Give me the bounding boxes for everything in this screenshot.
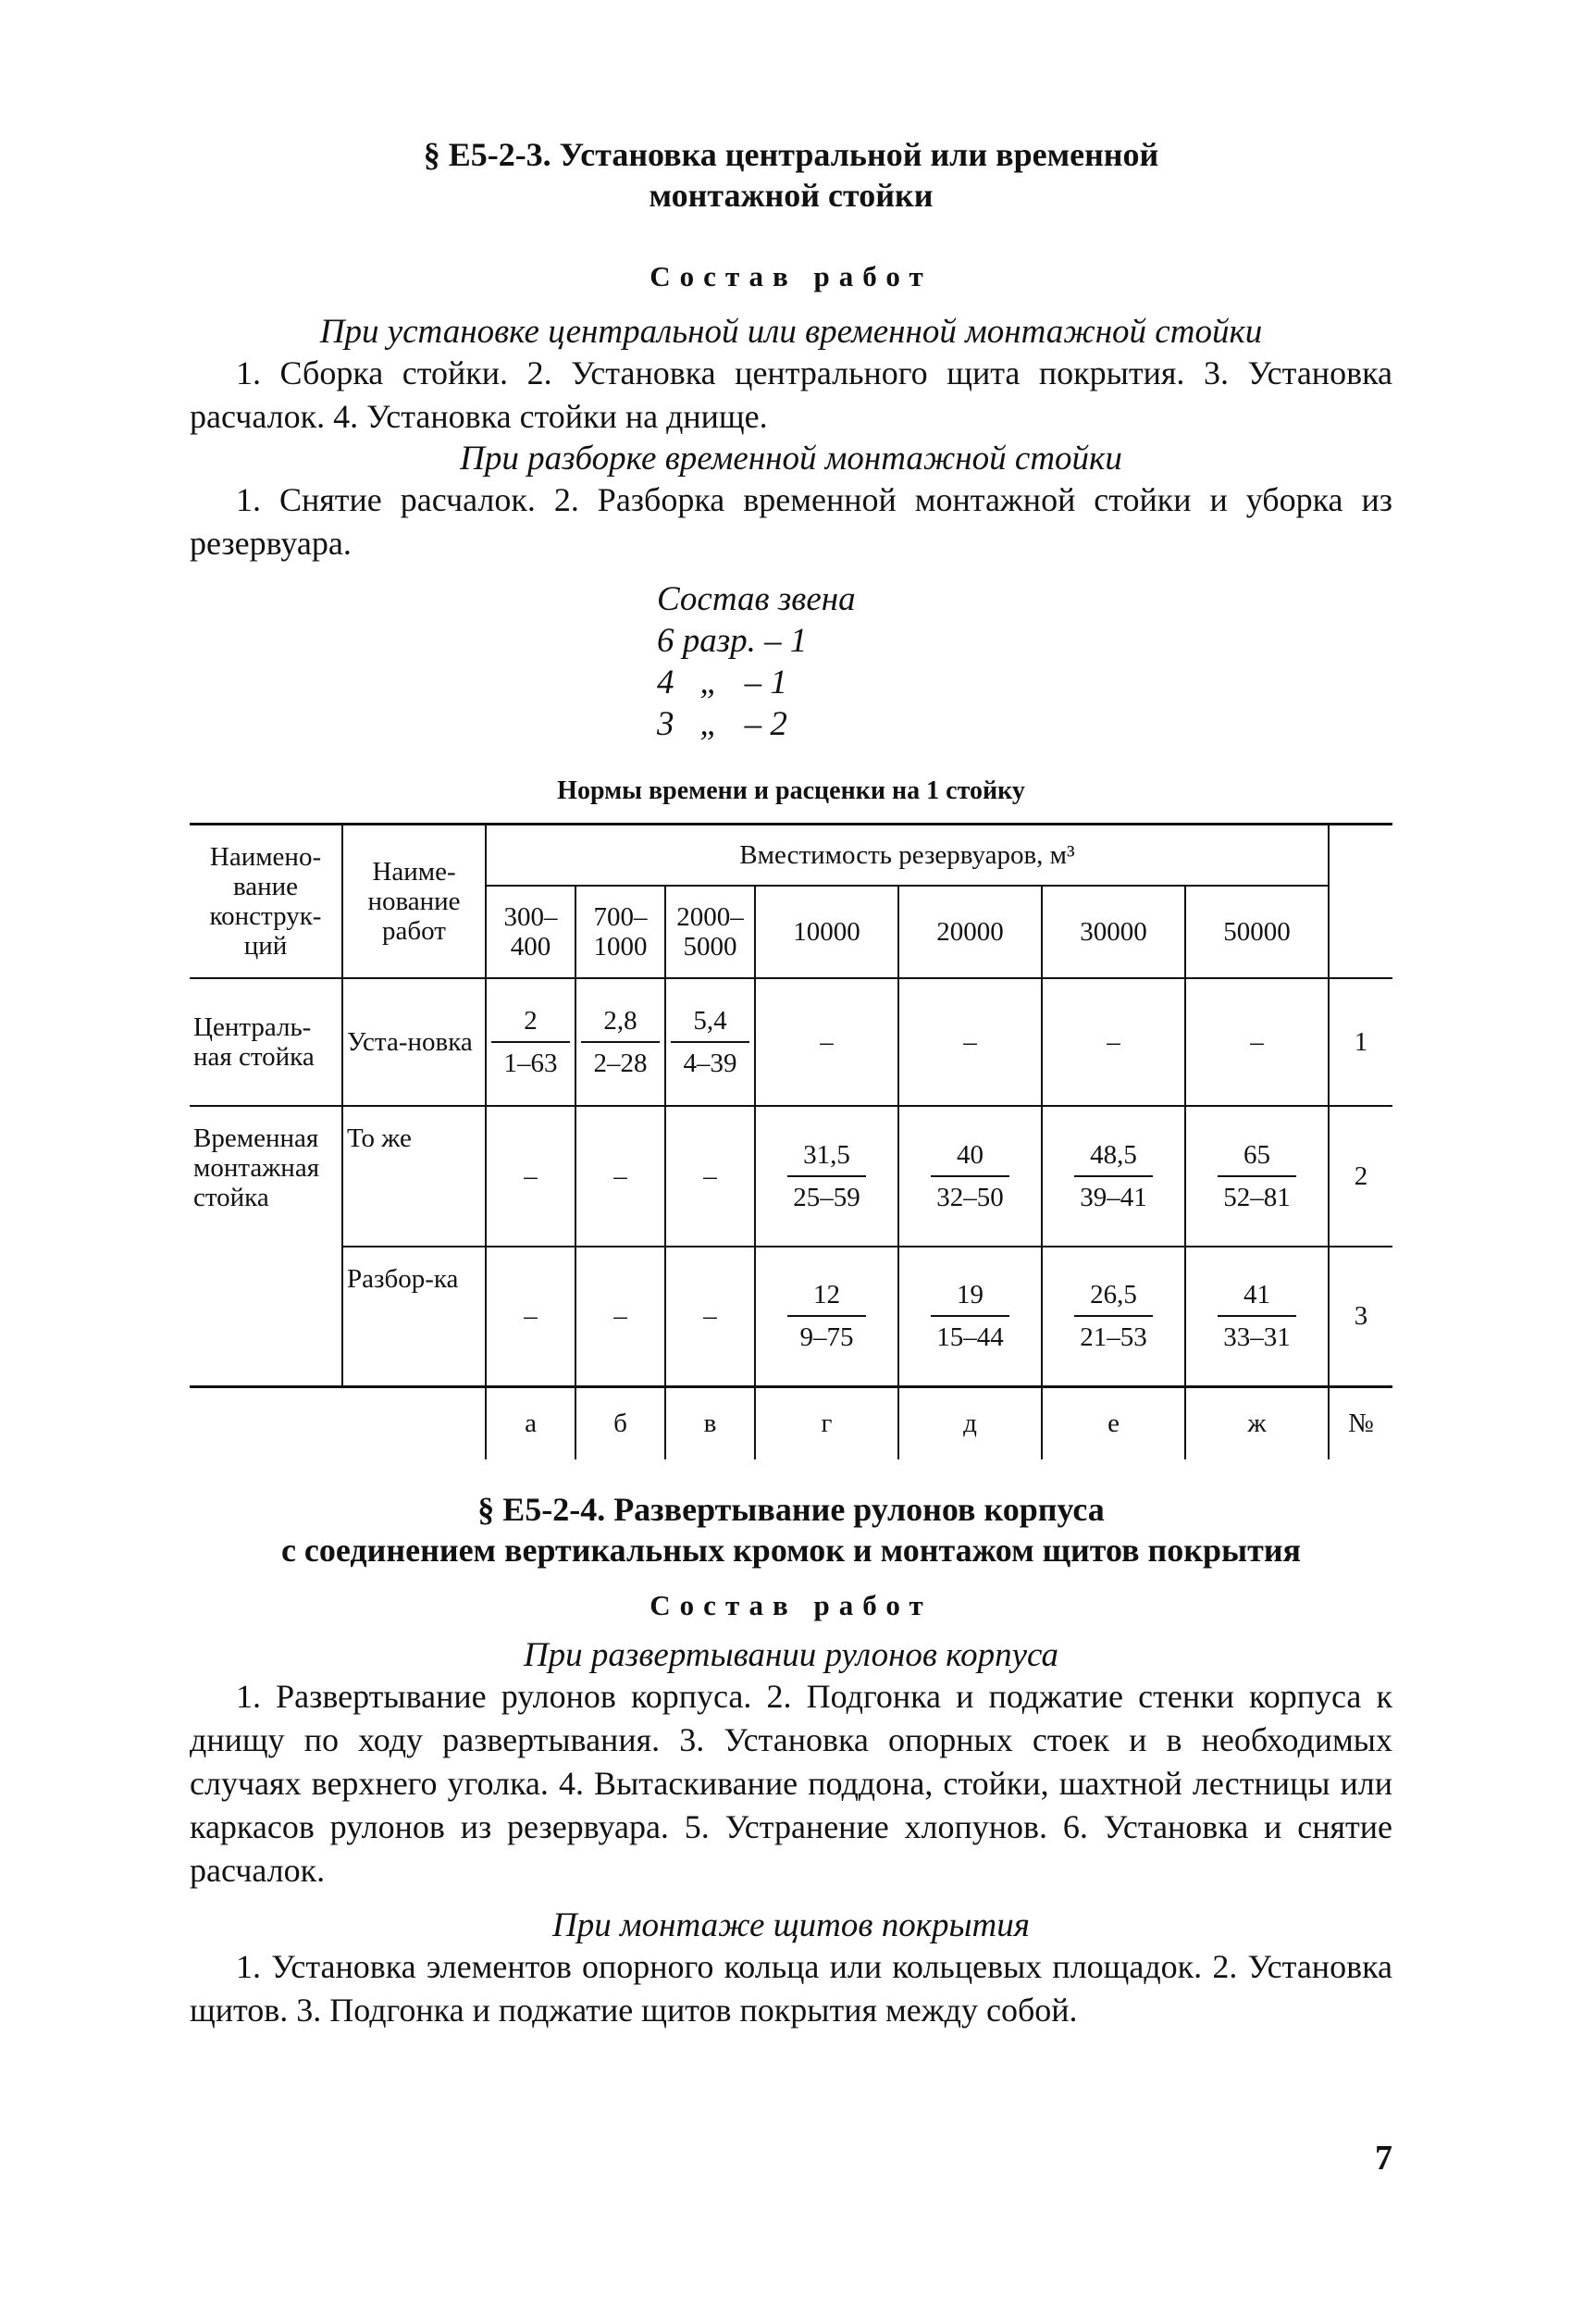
- section-title-line2: с соединением вертикальных кромок и монтажом щитов покрытия: [280, 1531, 1302, 1569]
- cell-norm: 41: [1218, 1280, 1296, 1317]
- dismantle-text: 1. Снятие расчалок. 2. Разборка временной монтажной стойки и уборка из резервуара.: [190, 481, 1392, 562]
- col-number-label: №: [1329, 1387, 1392, 1459]
- header-number-col: [1329, 825, 1392, 978]
- cell-dash: –: [575, 1247, 665, 1387]
- capacity-header: 10000: [755, 886, 898, 978]
- col-letter: г: [755, 1387, 898, 1459]
- panels-heading: При монтаже щитов покрытия: [552, 1905, 1030, 1944]
- capacity-header: 2000–5000: [665, 886, 755, 978]
- capacity-header: 20000: [898, 886, 1042, 978]
- works-heading: Состав работ: [650, 1588, 933, 1621]
- cell-dash: –: [486, 1247, 575, 1387]
- col-letter: а: [486, 1387, 575, 1459]
- cell-value: [575, 978, 665, 1106]
- capacity-header: 300–400: [486, 886, 575, 978]
- unroll-text: 1. Развертывание рулонов корпуса. 2. Подгонка и поджатие стенки корпуса к днищу по ходу развертывания. 3. Установка опорных стоек и в необходимых случаях верхнего уголка. 4. Вытаскивание поддона, стойки, шахтной лестницы или каркасов рулонов из резервуара. 5. Устранение хлопунов. 6. Установка и снятие расчалок.: [190, 1677, 1392, 1889]
- cell-empty: [342, 1387, 486, 1459]
- cell-row-number: 3: [1329, 1247, 1392, 1387]
- install-text: 1. Сборка стойки. 2. Установка центрального щита покрытия. 3. Установка расчалок. 4. Установка стойки на днище.: [190, 354, 1392, 435]
- section-e5-2-3-title: [190, 134, 1392, 216]
- cell-value: [898, 1106, 1042, 1247]
- crew-row: 3 „ – 2: [657, 705, 787, 743]
- cell-rate: 25–59: [793, 1182, 860, 1212]
- cell-norm: 12: [787, 1280, 866, 1317]
- cell-row-number: 2: [1329, 1106, 1392, 1247]
- section-title-line2: монтажной стойки: [649, 177, 934, 214]
- dismantle-heading: При разборке временной монтажной стойки: [460, 440, 1122, 478]
- norms-table: [190, 823, 1392, 1459]
- cell-dash: –: [575, 1106, 665, 1247]
- header-capacity: Вместимость резервуаров, м³: [486, 825, 1329, 886]
- cell-work: Разбор-ка: [342, 1247, 486, 1387]
- table-row: [190, 1106, 1392, 1247]
- table-row: [190, 978, 1392, 1106]
- cell-norm: 2,8: [581, 1006, 660, 1043]
- cell-norm: 2: [491, 1006, 570, 1043]
- cell-norm: 26,5: [1074, 1280, 1153, 1317]
- cell-dash: –: [665, 1247, 755, 1387]
- page-content: [190, 134, 1392, 2032]
- cell-value: [1042, 1247, 1185, 1387]
- cell-rate: 33–31: [1223, 1322, 1291, 1353]
- crew-row: 6 разр. – 1: [657, 622, 808, 660]
- capacity-header: 700–1000: [575, 886, 665, 978]
- page-number: 7: [1375, 2139, 1392, 2178]
- crew-heading: Состав звена: [657, 580, 856, 618]
- cell-value: [1042, 1106, 1185, 1247]
- cell-rate: 52–81: [1223, 1182, 1291, 1212]
- cell-norm: 48,5: [1074, 1140, 1153, 1177]
- panels-text: 1. Установка элементов опорного кольца или кольцевых площадок. 2. Установка щитов. 3. Подгонка и поджатие щитов покрытия между собой.: [190, 1947, 1392, 2029]
- section-title-line1: § Е5-2-4. Развертывание рулонов корпуса: [477, 1490, 1105, 1528]
- header-work: Наиме-нование работ: [342, 825, 486, 978]
- table-row: [190, 1387, 1392, 1459]
- table-row: [190, 1247, 1392, 1387]
- cell-dash: –: [486, 1106, 575, 1247]
- works-heading: Состав работ: [650, 260, 933, 292]
- cell-norm: 31,5: [787, 1140, 866, 1177]
- cell-work: То же: [342, 1106, 486, 1247]
- cell-value: [1185, 1106, 1329, 1247]
- cell-construction: Временная монтажная стойка: [190, 1106, 342, 1387]
- cell-rate: 1–63: [503, 1048, 558, 1078]
- cell-construction: Централь-ная стойка: [190, 978, 342, 1106]
- col-letter: е: [1042, 1387, 1185, 1459]
- cell-value: [755, 1106, 898, 1247]
- cell-rate: 2–28: [593, 1048, 648, 1078]
- install-heading: При установке центральной или временной монтажной стойки: [319, 313, 1263, 351]
- header-construction: Наимено-вание конструк-ций: [190, 825, 342, 978]
- cell-norm: 19: [931, 1280, 1009, 1317]
- col-letter: б: [575, 1387, 665, 1459]
- cell-rate: 39–41: [1080, 1182, 1147, 1212]
- cell-row-number: 1: [1329, 978, 1392, 1106]
- cell-dash: –: [755, 978, 898, 1106]
- col-letter: ж: [1185, 1387, 1329, 1459]
- cell-dash: –: [1042, 978, 1185, 1106]
- cell-rate: 21–53: [1080, 1322, 1147, 1353]
- unroll-heading: При развертывании рулонов корпуса: [523, 1635, 1059, 1674]
- cell-rate: 9–75: [799, 1322, 854, 1353]
- cell-value: [898, 1247, 1042, 1387]
- cell-value: [486, 978, 575, 1106]
- cell-rate: 32–50: [936, 1182, 1004, 1212]
- cell-rate: 4–39: [683, 1048, 737, 1078]
- crew-composition: [657, 578, 1392, 745]
- table-caption: Нормы времени и расценки на 1 стойку: [557, 776, 1025, 805]
- section-title-line1: § Е5-2-3. Установка центральной или временной: [423, 136, 1159, 173]
- capacity-header: 30000: [1042, 886, 1185, 978]
- crew-row: 4 „ – 1: [657, 664, 787, 701]
- cell-empty: [190, 1387, 342, 1459]
- cell-value: [755, 1247, 898, 1387]
- cell-value: [1185, 1247, 1329, 1387]
- cell-value: [665, 978, 755, 1106]
- cell-dash: –: [898, 978, 1042, 1106]
- cell-norm: 65: [1218, 1140, 1296, 1177]
- cell-norm: 40: [931, 1140, 1009, 1177]
- capacity-header: 50000: [1185, 886, 1329, 978]
- cell-work: Уста-новка: [342, 978, 486, 1106]
- cell-rate: 15–44: [936, 1322, 1004, 1353]
- col-letter: в: [665, 1387, 755, 1459]
- cell-dash: –: [1185, 978, 1329, 1106]
- cell-dash: –: [665, 1106, 755, 1247]
- col-letter: д: [898, 1387, 1042, 1459]
- section-e5-2-4-title: [190, 1489, 1392, 1570]
- cell-norm: 5,4: [671, 1006, 749, 1043]
